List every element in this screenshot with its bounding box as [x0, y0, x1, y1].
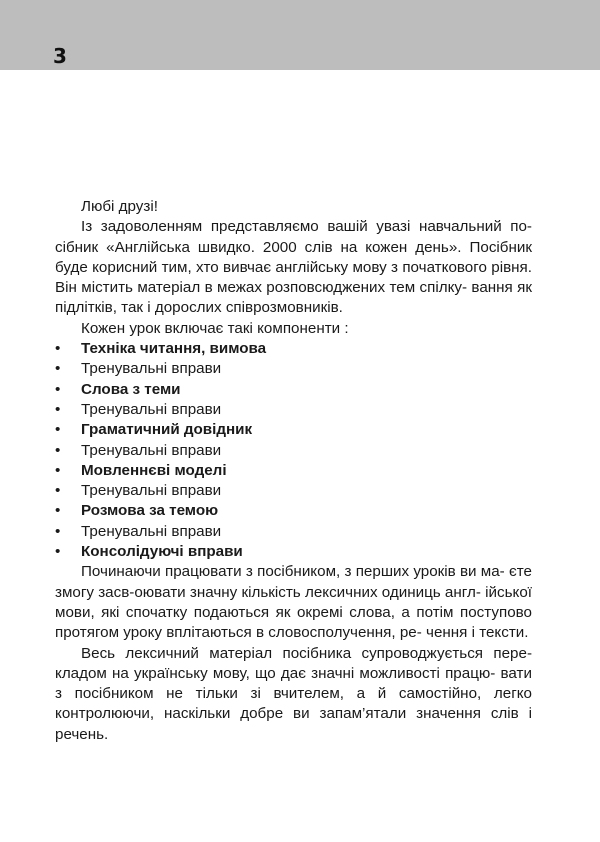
letter-body: [55, 197, 532, 745]
paragraph-line: поступово протягом уроку вплітаються в словосполучення, ре-: [55, 603, 532, 642]
paragraph-line: Починаючи працювати з посібником, з перших уроків ви ма-: [81, 563, 505, 581]
paragraph-line: речень.: [55, 725, 109, 743]
list-item: [55, 339, 532, 359]
paragraph-line: Весь лексичний матеріал посібника супроводжується пере-: [81, 644, 532, 662]
paragraph-line: чення і тексти.: [426, 624, 529, 642]
list-item-label: Тренувальні вправи: [81, 400, 222, 418]
list-item-label: Слова з теми: [81, 380, 181, 398]
bullet-icon: •: [55, 502, 61, 520]
paragraph-2: [55, 562, 532, 643]
paragraph-line: вати з посібником не тільки зі вчителем, а й самостійно, легко: [55, 664, 532, 703]
list-item-label: Техніка читання, вимова: [81, 340, 267, 358]
list-item: [55, 380, 532, 400]
page-number: 3: [53, 44, 67, 68]
list-item: [55, 359, 532, 379]
bullet-icon: •: [55, 543, 61, 561]
intro-line: рівня. Він містить матеріал в межах розповсюджених тем спілку-: [55, 258, 532, 297]
paragraph-line: контролюючи, наскільки добре ви запам’ятали значення слів і: [55, 705, 532, 723]
list-item-label: Мовленнєві моделі: [81, 461, 227, 479]
list-item: [55, 420, 532, 440]
list-item-label: Тренувальні вправи: [81, 482, 222, 500]
bullet-icon: •: [55, 441, 61, 459]
bullet-icon: •: [55, 340, 61, 358]
list-item-label: Консолідуючі вправи: [81, 543, 243, 561]
intro-paragraph: [55, 217, 532, 318]
greeting: Любі друзі!: [81, 198, 158, 215]
paragraph-line: ійської мови, які спочатку подаються як окремі слова, а потім: [55, 583, 532, 621]
components-intro: Кожен урок включає такі компоненти :: [81, 319, 349, 337]
list-item: [55, 461, 532, 481]
bullet-icon: •: [55, 522, 61, 540]
list-item-label: Розмова за темою: [81, 502, 219, 520]
header-band: [0, 0, 600, 70]
list-item: [55, 501, 532, 521]
bullet-icon: •: [55, 482, 61, 500]
intro-line: Із задоволенням представляємо вашій увазі навчальний по-: [81, 218, 532, 236]
bullet-icon: •: [55, 360, 61, 378]
bullet-icon: •: [55, 461, 61, 479]
intro-line: вання як підлітків, так і дорослих співрозмовників.: [55, 279, 532, 317]
list-item-label: Тренувальні вправи: [81, 360, 222, 378]
list-item: [55, 542, 532, 562]
list-item-label: Тренувальні вправи: [81, 441, 222, 459]
bullet-icon: •: [55, 380, 61, 398]
list-item: [55, 441, 532, 461]
intro-line: сібник «Англійська швидко. 2000 слів на кожен день». Посібник: [55, 238, 532, 256]
paragraph-line: єте змогу засв-оювати значну кількість лексичних одиниць англ-: [55, 563, 532, 601]
list-item: [55, 400, 532, 420]
intro-line: буде корисний тим, хто вивчає англійську мову з початкового: [55, 258, 487, 276]
list-item-label: Тренувальні вправи: [81, 522, 222, 540]
list-item: [55, 481, 532, 501]
list-item-label: Граматичний довідник: [81, 421, 253, 439]
components-list: [55, 339, 532, 562]
list-item: [55, 522, 532, 542]
bullet-icon: •: [55, 421, 61, 439]
bullet-icon: •: [55, 400, 61, 418]
paragraph-line: кладом на українську мову, що дає значні можливості працю-: [55, 664, 496, 682]
paragraph-3: [55, 644, 532, 745]
